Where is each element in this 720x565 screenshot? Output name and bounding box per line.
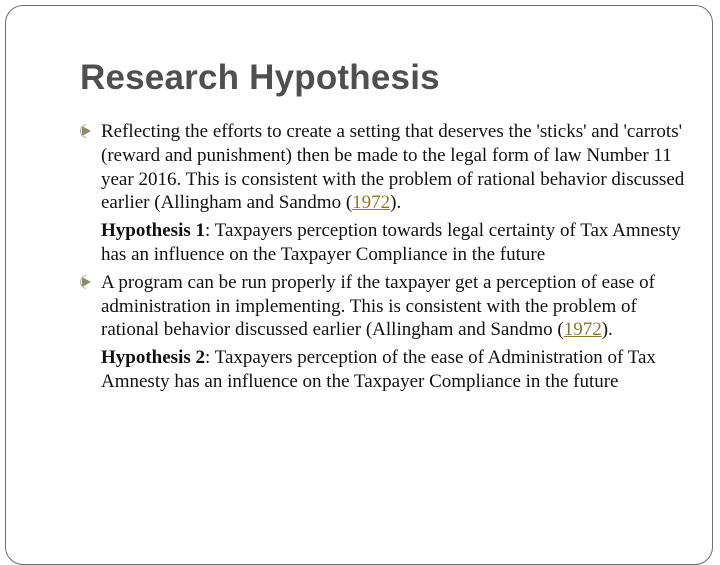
hypothesis-1-label: Hypothesis 1 xyxy=(101,220,205,242)
bullet-paragraph-2 xyxy=(80,271,690,342)
hypothesis-2-label: Hypothesis 2 xyxy=(101,347,205,369)
bullet-1-text: Reflecting the efforts to create a setting that deserves the 'sticks' and 'carrots' (reward and punishment) then be made to the legal form of law Number 11 year 2016. This is consistent with the problem of rational behavior discussed earlier (Allingham and Sandmo ( xyxy=(101,121,685,214)
bullet-2-text: A program can be run properly if the taxpayer get a perception of ease of administration in implementing. This is consistent with the problem of rational behavior discussed earlier (Allingham and Sandmo ( xyxy=(101,271,655,341)
slide-content xyxy=(80,120,690,398)
bullet-paragraph-1 xyxy=(80,120,690,215)
citation-year-link-2[interactable]: 1972 xyxy=(563,319,602,341)
hypothesis-1-text: : Taxpayers perception towards legal certainty of Tax Amnesty has an influence on the Taxpayer Compliance in the future xyxy=(101,220,681,265)
bullet-1-text-end: ). xyxy=(390,192,402,214)
slide-title: Research Hypothesis xyxy=(80,58,440,97)
citation-year-link-1[interactable]: 1972 xyxy=(352,192,391,214)
hypothesis-1-paragraph xyxy=(80,219,690,267)
bullet-2-text-end: ). xyxy=(601,319,613,341)
hypothesis-2-text: : Taxpayers perception of the ease of Administration of Tax Amnesty has an influence on the Taxpayer Compliance in the future xyxy=(101,347,656,392)
hypothesis-2-paragraph xyxy=(80,346,690,394)
